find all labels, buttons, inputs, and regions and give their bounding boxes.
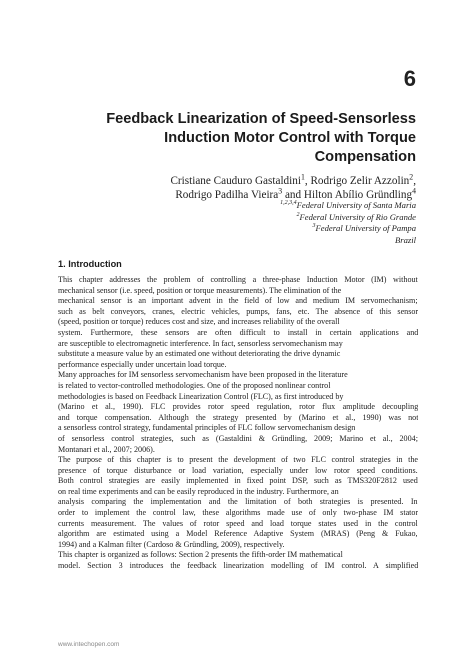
author-affil-mark: 4 <box>412 186 416 196</box>
affiliation-list <box>116 200 416 246</box>
section-heading: 1. Introduction <box>58 259 122 269</box>
body-line: model. Section 3 introduces the feedback linearization modelling of IM control. A simplified <box>58 561 418 571</box>
author-list <box>36 174 416 202</box>
body-line: system. Furthermore, these sensors are often difficult to install in certain applications and <box>58 327 418 337</box>
body-line: This chapter addresses the problem of controlling a three-phase Induction Motor (IM) without <box>58 275 418 284</box>
body-line: algorithm are estimated using a Model Reference Adaptive System (MRAS) (Peng & Fukao, <box>58 529 418 539</box>
affiliation <box>116 212 416 224</box>
body-line: analysis comparing the implementation and the limitation of both strategies is presented. In <box>58 497 418 507</box>
author-affil-mark: 3 <box>278 186 283 196</box>
author-name: and Hilton Abílio Gründling <box>282 189 413 201</box>
author-separator: , <box>413 175 416 187</box>
body-line: The purpose of this chapter is to present the development of two FLC control strategies in the <box>58 455 418 465</box>
author-affil-mark: 2 <box>409 172 414 182</box>
body-line: (Marino et al., 1990). FLC provides rotor speed regulation, rotor flux amplitude decoupling <box>58 402 418 412</box>
body-line: currents measurement. The values of rotor speed and load torque states used in the control <box>58 518 418 528</box>
body-line: Many approaches for IM sensorless servomechanism have been proposed in the literature <box>58 370 348 380</box>
body-line: on real time experiments and can be easily reproduced in the industry. Furthermore, an <box>58 486 339 496</box>
body-line: 1994) and a Kalman filter (Cardoso & Gründling, 2009), respectively. <box>58 539 285 549</box>
body-line: and torque compensation. Although the strategy presented by (Marino et al., 1990) was not <box>58 412 418 422</box>
affiliation-text: Federal University of Pampa <box>315 223 416 234</box>
affiliation <box>116 223 416 235</box>
body-line: substitute a measure value by an estimated one without deteriorating the drive dynamic <box>58 349 341 359</box>
affiliation <box>116 235 416 247</box>
chapter-title <box>36 110 416 167</box>
body-line: presence of torque disturbance or load variation, especially under low rotor speed conditions. <box>58 465 418 475</box>
affiliation-text: Federal University of Santa Maria <box>296 200 416 210</box>
author-line <box>36 174 416 188</box>
affiliation-mark: 2 <box>296 211 300 218</box>
author-name: Rodrigo Padilha Vieira <box>175 189 279 201</box>
body-line: order to implement the control law, these algorithms made use of only two-phase IM stator <box>58 508 418 518</box>
footer-url: www.intechopen.com <box>58 641 120 648</box>
body-line: This chapter is organized as follows: Section 2 presents the fifth-order IM mathematical <box>58 550 343 560</box>
body-line: Montanari et al., 2007; 2006). <box>58 444 155 454</box>
title-line: Induction Motor Control with Torque <box>164 130 416 146</box>
affiliation-text: Brazil <box>394 234 416 245</box>
title-line: Feedback Linearization of Speed-Sensorless <box>106 111 416 127</box>
body-line: (speed, position or torque) reduces cost and size, and increases reliability of the overall <box>58 317 340 327</box>
body-line: performance especially under uncertain load torque. <box>58 359 227 369</box>
author-name: , Rodrigo Zelir Azzolin <box>304 175 410 187</box>
body-line: is related to vector-controlled methodologies. One of the proposed nonlinear control <box>58 380 331 390</box>
body-line: methodologies is based on Feedback Linearization Control (FLC), as first introduced by <box>58 391 344 401</box>
affiliation <box>116 200 416 212</box>
body-line: Both control strategies are easily implemented in fixed point DSP, such as TMS320F2812 used <box>58 476 418 486</box>
body-line: of sensorless control strategies, such as (Gastaldini & Gründling, 2009; Marino et al., 2004; <box>58 433 418 443</box>
author-name: Cristiane Cauduro Gastaldini <box>170 175 301 187</box>
chapter-number: 6 <box>403 66 416 91</box>
author-affil-mark: 1 <box>300 172 305 182</box>
body-line: a sensorless control strategy, fundamental principles of FLC follow servomechanism design <box>58 423 356 433</box>
body-text <box>58 275 418 572</box>
body-line: are susceptible to electromagnetic interference. In fact, sensorless servomechanism may <box>58 338 343 348</box>
body-line: mechanical sensor is an important advent in the field of low and medium IM servomechanism; <box>58 296 418 306</box>
affiliation-mark: 3 <box>312 223 316 230</box>
body-line: such as belt conveyors, cranes, electric vehicles, pumps, fans, etc. The absence of this sensor <box>58 306 418 316</box>
body-line: mechanical sensor (i.e. speed, position or torque measurements). The elimination of the <box>58 285 342 295</box>
title-line: Compensation <box>314 149 416 165</box>
affiliation-text: Federal University of Rio Grande <box>299 211 416 222</box>
affiliation-mark: 1,2,3,4 <box>280 200 297 207</box>
